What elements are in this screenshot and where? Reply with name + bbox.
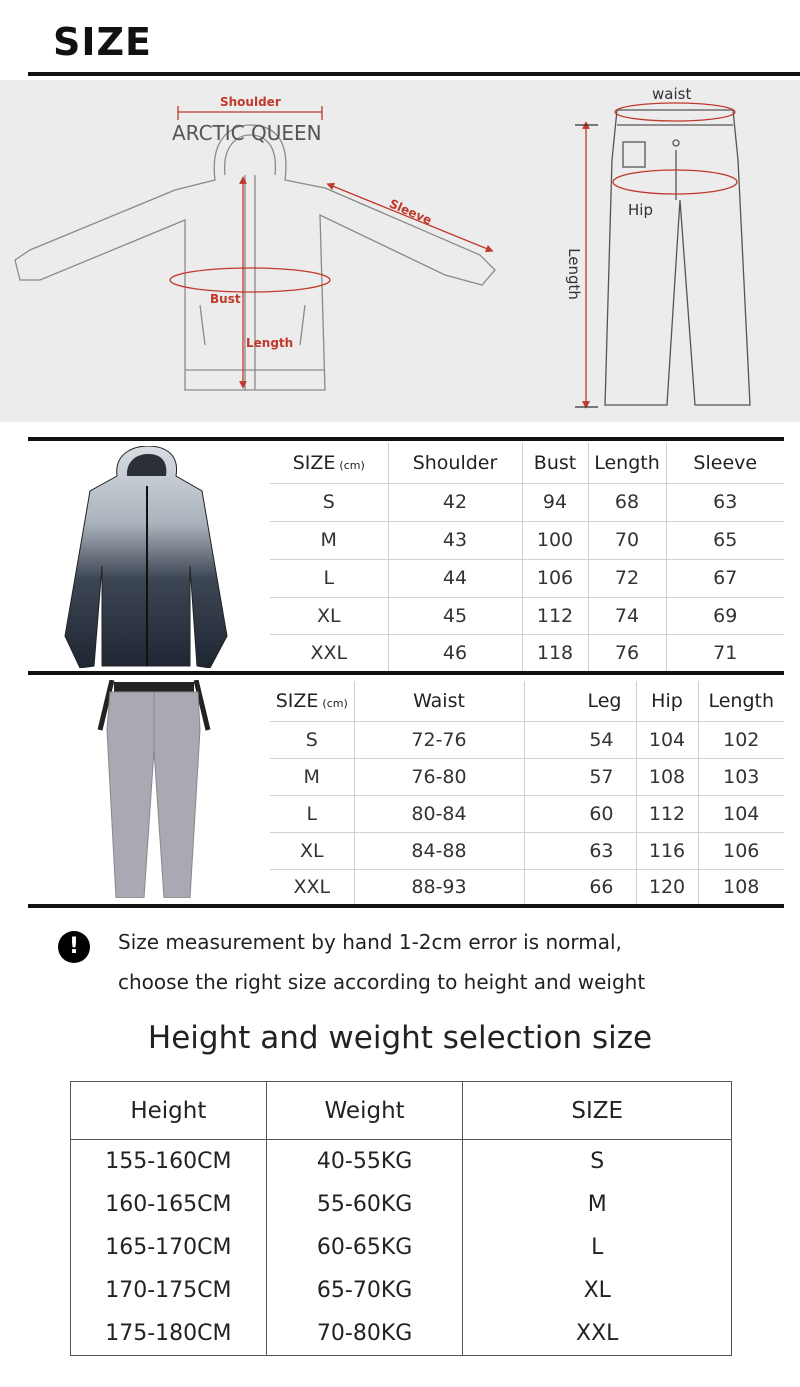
jacket-length-label: Length <box>246 336 294 350</box>
length-cell: 106 <box>698 832 784 869</box>
pants-outline-icon <box>605 110 750 405</box>
jacket-product-image <box>62 446 230 668</box>
pants-table-header <box>270 681 784 721</box>
brand-label: ARCTIC QUEEN <box>172 121 322 145</box>
length-cell: 68 <box>588 483 666 521</box>
hip-cell: 104 <box>636 721 698 758</box>
sleeve-cell: 69 <box>666 597 784 634</box>
size-cell: L <box>270 795 354 832</box>
bust-cell: 100 <box>522 521 588 559</box>
page-title: SIZE <box>53 20 153 64</box>
jacket-table-header <box>270 443 784 483</box>
length-cell: 76 <box>588 634 666 671</box>
notice-line-2: choose the right size according to height and weight <box>118 970 646 994</box>
table-row <box>270 795 784 832</box>
bust-cell: 112 <box>522 597 588 634</box>
table-row <box>270 634 784 671</box>
shoulder-cell: 46 <box>388 634 522 671</box>
pants-header-leg: Leg <box>524 681 636 721</box>
shoulder-cell: 43 <box>388 521 522 559</box>
leg-cell: 54 <box>524 721 636 758</box>
weight-cell: 40-55KG <box>266 1140 463 1184</box>
hw-header-size: SIZE <box>463 1082 732 1140</box>
height-weight-table <box>70 1081 732 1356</box>
table-row <box>71 1312 732 1356</box>
jacket-header-size: SIZE (cm) <box>270 443 388 483</box>
size-cell: M <box>463 1183 732 1226</box>
waist-cell: 76-80 <box>354 758 524 795</box>
table-row <box>270 597 784 634</box>
shoulder-cell: 45 <box>388 597 522 634</box>
shoulder-cell: 44 <box>388 559 522 597</box>
sleeve-label: Sleeve <box>387 196 434 228</box>
sleeve-cell: 71 <box>666 634 784 671</box>
jacket-table-top-rule <box>28 437 784 441</box>
size-cell: S <box>270 721 354 758</box>
length-cell: 103 <box>698 758 784 795</box>
pants-header-hip: Hip <box>636 681 698 721</box>
height-cell: 160-165CM <box>71 1183 267 1226</box>
length-cell: 70 <box>588 521 666 559</box>
jacket-header-shoulder: Shoulder <box>388 443 522 483</box>
hw-table-header <box>71 1082 732 1140</box>
size-cell: XXL <box>310 641 348 664</box>
table-row <box>270 758 784 795</box>
table-divider-rule <box>28 671 784 675</box>
height-cell: 175-180CM <box>71 1312 267 1356</box>
height-cell: 170-175CM <box>71 1269 267 1312</box>
bust-cell: 106 <box>522 559 588 597</box>
size-cell: XXL <box>463 1312 732 1356</box>
length-cell: 108 <box>698 869 784 904</box>
size-cell: L <box>270 559 388 597</box>
jacket-size-table <box>270 443 784 671</box>
weight-cell: 60-65KG <box>266 1226 463 1269</box>
waist-label: waist <box>652 85 692 103</box>
leg-cell: 66 <box>524 869 636 904</box>
height-weight-title: Height and weight selection size <box>147 1020 653 1056</box>
pants-header-length: Length <box>698 681 784 721</box>
pants-product-image <box>92 680 216 898</box>
table-row <box>71 1269 732 1312</box>
height-cell: 165-170CM <box>71 1226 267 1269</box>
size-cell: S <box>463 1140 732 1184</box>
sleeve-cell: 65 <box>666 521 784 559</box>
pants-header-size: SIZE (cm) <box>270 681 354 721</box>
title-divider <box>28 72 800 76</box>
pants-size-table <box>270 681 784 904</box>
length-cell: 102 <box>698 721 784 758</box>
length-cell: 74 <box>588 597 666 634</box>
hip-cell: 120 <box>636 869 698 904</box>
measurement-diagram <box>0 80 800 422</box>
jacket-header-sleeve: Sleeve <box>666 443 784 483</box>
hip-cell: 112 <box>636 795 698 832</box>
size-cell: XL <box>270 832 354 869</box>
jacket-header-length: Length <box>588 443 666 483</box>
table-row <box>270 559 784 597</box>
size-cell: M <box>270 758 354 795</box>
size-cell: M <box>270 521 388 559</box>
table-row <box>71 1183 732 1226</box>
size-cell: XXL <box>293 875 331 898</box>
pants-header-waist: Waist <box>354 681 524 721</box>
size-cell: S <box>270 483 388 521</box>
hw-header-height: Height <box>71 1082 267 1140</box>
weight-cell: 70-80KG <box>266 1312 463 1356</box>
leg-cell: 60 <box>524 795 636 832</box>
hip-cell: 116 <box>636 832 698 869</box>
size-cell: XL <box>463 1269 732 1312</box>
hip-cell: 108 <box>636 758 698 795</box>
size-cell: XL <box>270 597 388 634</box>
jacket-outline-icon <box>15 125 495 390</box>
table-row <box>270 832 784 869</box>
garment-outline-drawing <box>0 80 800 422</box>
bust-label: Bust <box>210 292 241 306</box>
waist-cell: 88-93 <box>354 869 524 904</box>
shoulder-label: Shoulder <box>220 95 281 109</box>
height-cell: 155-160CM <box>71 1140 267 1184</box>
table-row <box>270 869 784 904</box>
jacket-header-bust: Bust <box>522 443 588 483</box>
pants-length-label: Length <box>564 248 583 300</box>
sleeve-cell: 63 <box>666 483 784 521</box>
leg-cell: 63 <box>524 832 636 869</box>
pants-table-bottom-rule <box>28 904 784 908</box>
size-cell: L <box>463 1226 732 1269</box>
sleeve-cell: 67 <box>666 559 784 597</box>
shoulder-cell: 42 <box>388 483 522 521</box>
table-row <box>270 521 784 559</box>
waist-cell: 84-88 <box>354 832 524 869</box>
length-cell: 72 <box>588 559 666 597</box>
weight-cell: 55-60KG <box>266 1183 463 1226</box>
table-row <box>270 721 784 758</box>
bust-cell: 118 <box>522 634 588 671</box>
hw-header-weight: Weight <box>266 1082 463 1140</box>
table-row <box>270 483 784 521</box>
notice-line-1: Size measurement by hand 1-2cm error is normal, <box>118 930 622 954</box>
leg-cell: 57 <box>524 758 636 795</box>
waist-cell: 72-76 <box>354 721 524 758</box>
hip-label: Hip <box>628 201 653 219</box>
waist-cell: 80-84 <box>354 795 524 832</box>
exclamation-icon: ! <box>58 931 90 963</box>
weight-cell: 65-70KG <box>266 1269 463 1312</box>
table-row <box>71 1226 732 1269</box>
length-cell: 104 <box>698 795 784 832</box>
table-row <box>71 1140 732 1184</box>
bust-cell: 94 <box>522 483 588 521</box>
